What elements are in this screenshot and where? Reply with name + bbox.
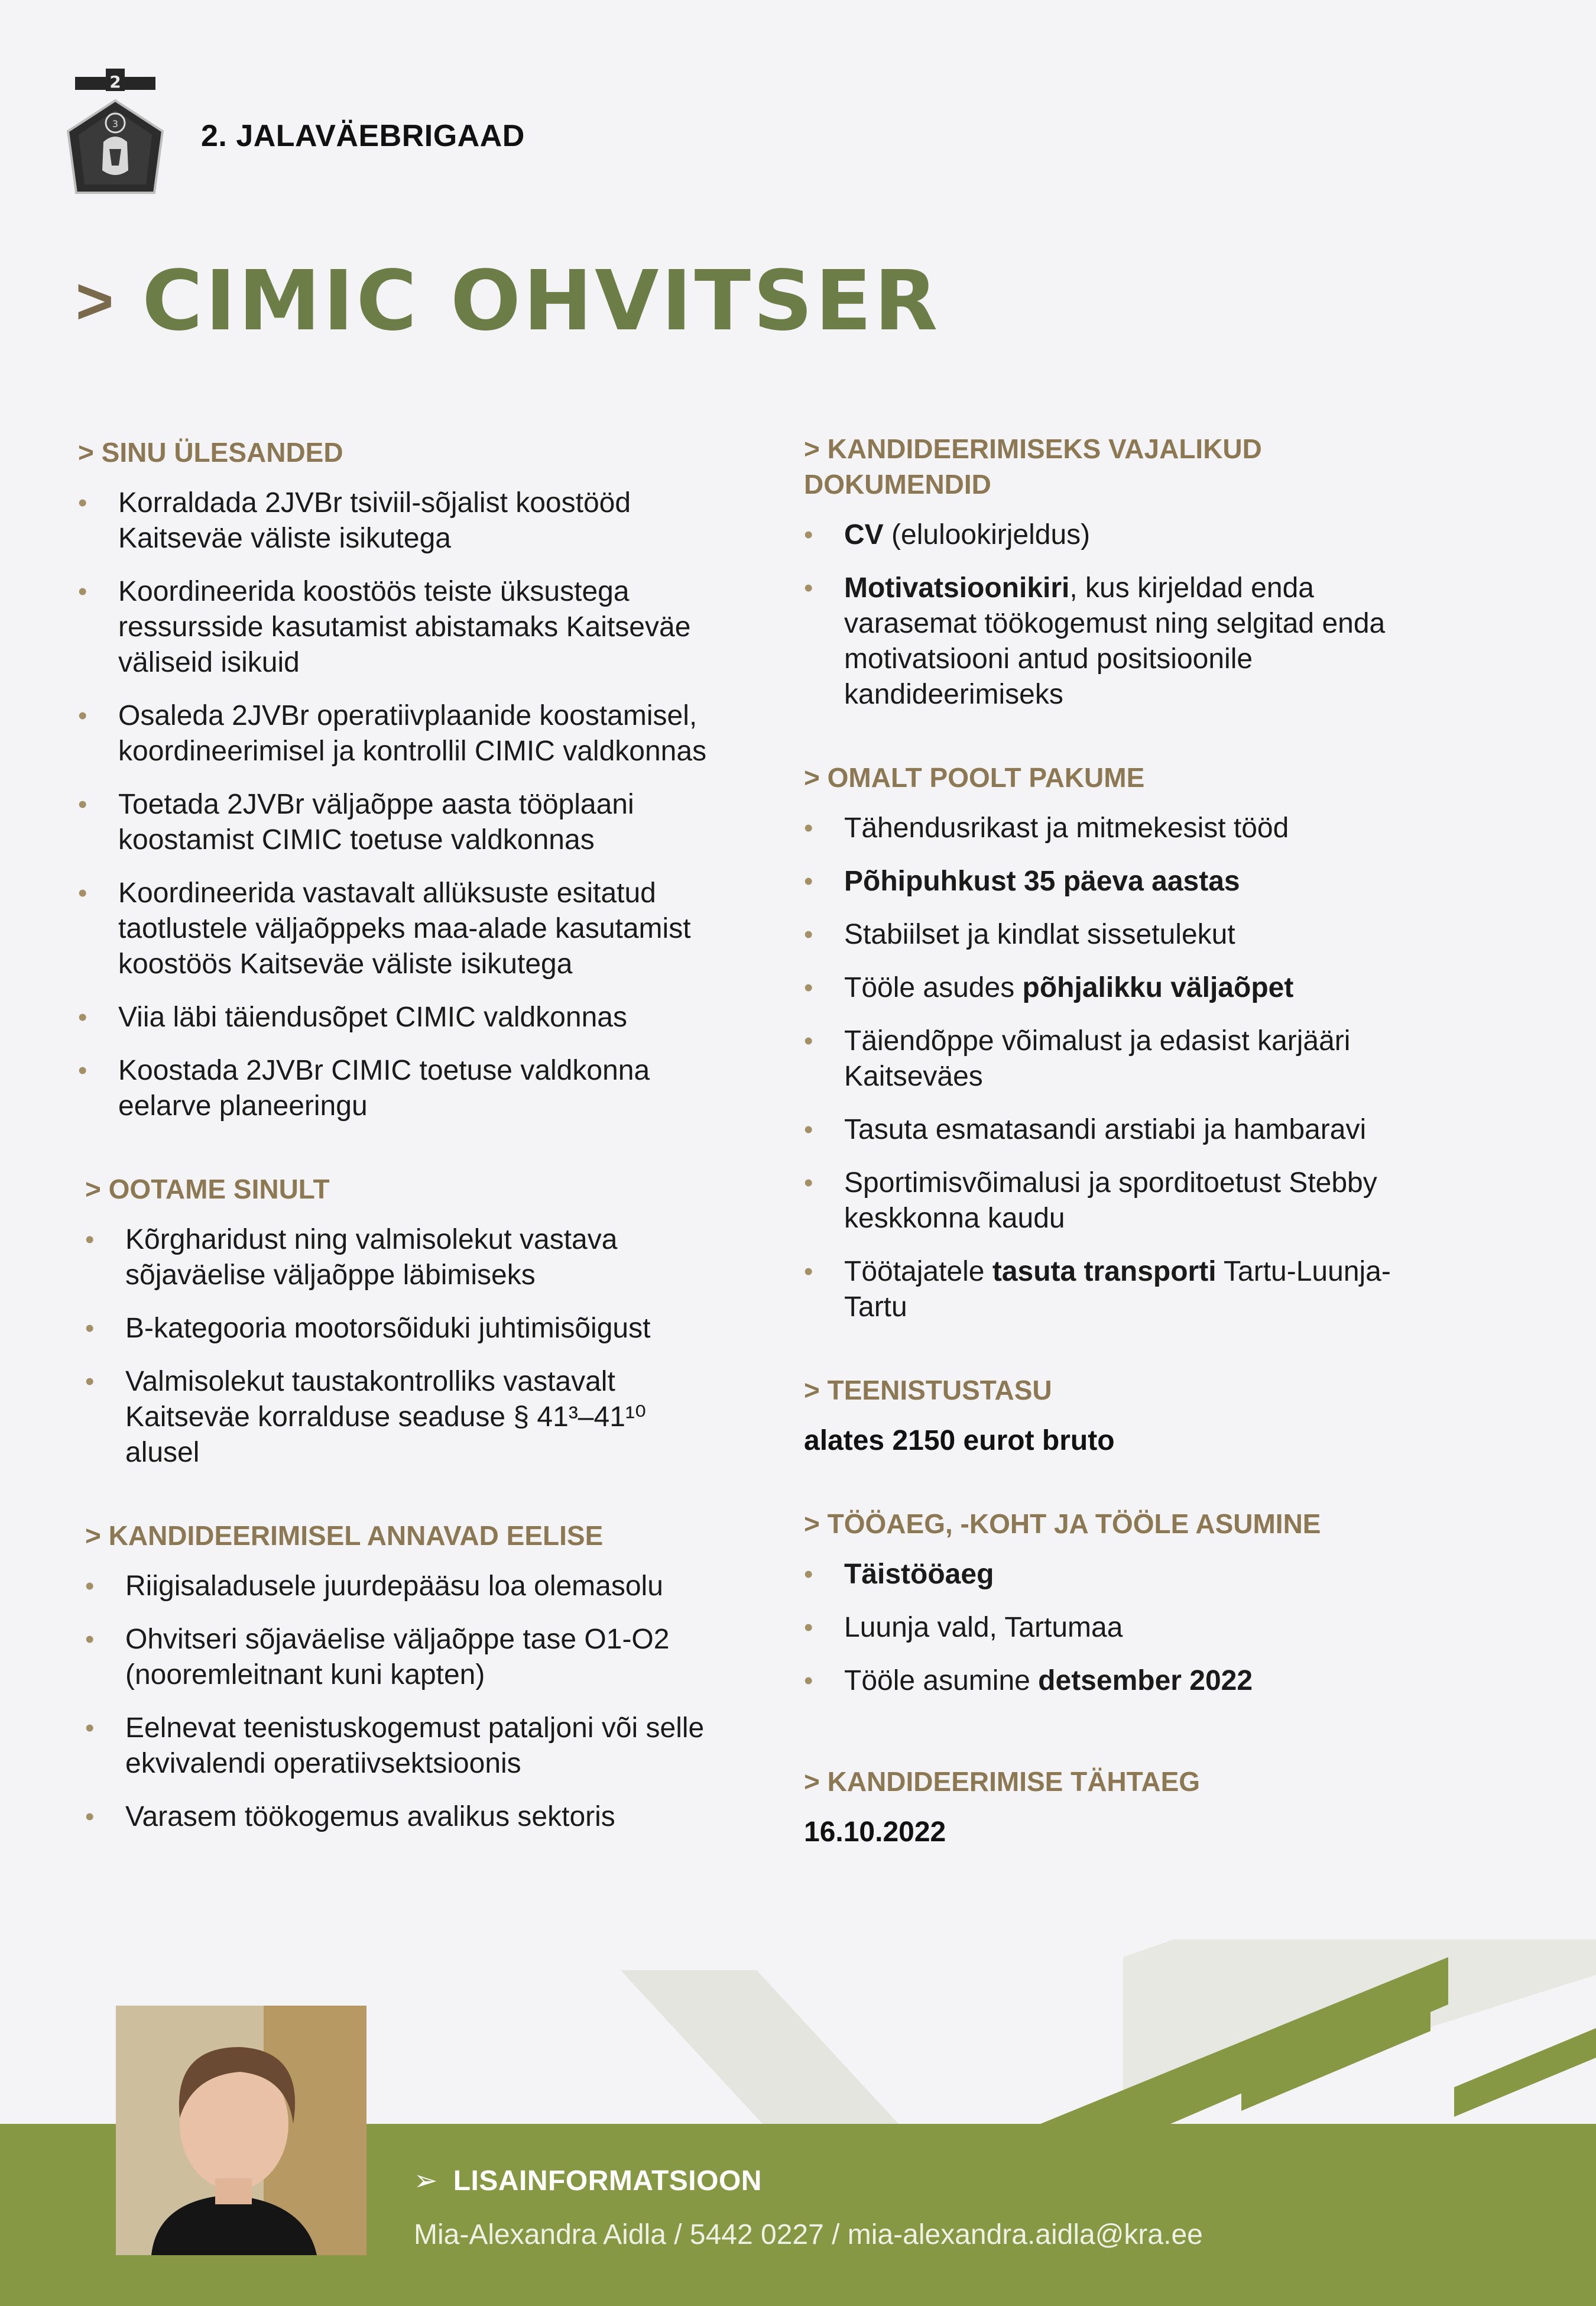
arrow-right-icon: ➢ [414,2165,438,2197]
advantage-section [85,1518,716,1835]
bullet-icon: • [804,1115,813,1144]
worktime-section [804,1506,1442,1699]
list-item: • Täiendõppe võimalust ja edasist karjääri Kaitseväes [804,1024,1442,1094]
tasks-section [78,435,716,1124]
bullet-icon: • [804,814,813,843]
bullet-icon: • [78,1003,87,1032]
salary-heading: > TEENISTUSTASU [804,1375,1052,1405]
bullet-icon: • [85,1367,95,1396]
worktime-list [804,1557,1442,1699]
deadline-section [804,1764,1442,1850]
list-item: • Luunja vald, Tartumaa [804,1610,1442,1646]
contact-person-photo [116,2006,366,2255]
list-item: • Valmisolekut taustakontrolliks vastavalt Kaitseväe korralduse seaduse § 41³–41¹⁰ alusel [85,1364,716,1471]
list-item: • Varasem töökogemus avalikus sektoris [85,1799,716,1835]
list-item: • Osaleda 2JVBr operatiivplaanide koostamisel, koordineerimisel ja kontrollil CIMIC valdkonnas [78,698,716,769]
documents-list [804,517,1442,712]
advantage-list [85,1569,716,1835]
bullet-icon: • [78,701,87,730]
contact-details: Mia-Alexandra Aidla / 5442 0227 / mia-alexandra.aidla@kra.ee [414,2219,1203,2250]
list-item: • Tasuta esmatasandi arstiabi ja hambaravi [804,1112,1442,1148]
list-item: • CV (elulookirjeldus) [804,517,1442,553]
bullet-icon: • [804,867,813,896]
list-item: • Koordineerida koostöös teiste üksustega ressursside kasutamist abistamaks Kaitseväe väliseid isikuid [78,574,716,681]
offer-list [804,811,1442,1325]
left-column [78,435,716,1882]
organization-name: 2. JALAVÄEBRIGAAD [201,119,525,153]
bullet-icon: • [804,920,813,949]
documents-section [804,431,1442,712]
salary-value: alates 2150 eurot bruto [804,1425,1115,1456]
bullet-icon: • [85,1625,95,1654]
list-item: • Täistööaeg [804,1557,1442,1592]
expect-section [85,1171,716,1471]
more-info-label: ➢ LISAINFORMATSIOON [414,2165,762,2197]
deadline-value: 16.10.2022 [804,1816,946,1848]
bullet-icon: • [804,574,813,603]
right-column [804,435,1442,1897]
list-item: • Toetada 2JVBr väljaõppe aasta tööplaani koostamist CIMIC toetuse valdkonnas [78,787,716,858]
list-item: • Tööle asumine detsember 2022 [804,1663,1442,1699]
list-item: • Tööle asudes põhjalikku väljaõpet [804,970,1442,1006]
salary-section [804,1372,1442,1459]
bullet-icon: • [804,1026,813,1055]
title-row [76,253,940,349]
list-item: • Põhipuhkust 35 päeva aastas [804,864,1442,899]
list-item: • Sportimisvõimalusi ja sporditoetust Stebby keskkonna kaudu [804,1165,1442,1236]
documents-heading: > KANDIDEERIMISEKS VAJALIKUD DOKUMENDID [804,433,1262,500]
list-item: • Riigisaladusele juurdepääsu loa olemasolu [85,1569,716,1604]
contact-photo [116,2006,366,2255]
list-item: • Kõrgharidust ning valmisolekut vastava sõjaväelise väljaõppe läbimiseks [85,1222,716,1293]
svg-text:3: 3 [112,118,119,129]
list-item: • Viia läbi täiendusõpet CIMIC valdkonnas [78,1000,716,1035]
list-item: • Korraldada 2JVBr tsiviil-sõjalist koostööd Kaitseväe väliste isikutega [78,485,716,556]
bullet-icon: • [804,973,813,1002]
list-item: • Tähendusrikast ja mitmekesist tööd [804,811,1442,846]
list-item: • Koostada 2JVBr CIMIC toetuse valdkonna eelarve planeeringu [78,1053,716,1124]
offer-section [804,760,1442,1325]
page-title: CIMIC OHVITSER [142,253,940,349]
worktime-heading: > TÖÖAEG, -KOHT JA TÖÖLE ASUMINE [804,1508,1321,1539]
bullet-icon: • [804,1257,813,1286]
bullet-icon: • [78,1056,87,1085]
tasks-heading: > SINU ÜLESANDED [78,437,343,468]
tasks-list [78,485,716,1124]
offer-heading: > OMALT POOLT PAKUME [804,762,1145,793]
svg-text:2: 2 [109,72,121,92]
bullet-icon: • [85,1802,95,1831]
bullet-icon: • [78,879,87,908]
list-item: • Ohvitseri sõjaväelise väljaõppe tase O1-O2 (nooremleitnant kuni kapten) [85,1622,716,1693]
bullet-icon: • [85,1572,95,1601]
bullet-icon: • [85,1314,95,1343]
list-item: • Töötajatele tasuta transporti Tartu-Luunja-Tartu [804,1254,1442,1325]
bullet-icon: • [804,1168,813,1197]
title-marker: > [76,265,114,338]
list-item: • Koordineerida vastavalt allüksuste esitatud taotlustele väljaõppeks maa-alade kasutamist koostöös Kaitseväe väliste isikutega [78,876,716,982]
expect-heading: > OOTAME SINULT [85,1174,330,1204]
bullet-icon: • [804,1666,813,1695]
list-item: • B-kategooria mootorsõiduki juhtimisõigust [85,1311,716,1346]
bullet-icon: • [804,1613,813,1642]
bullet-icon: • [85,1714,95,1743]
list-item: • Motivatsioonikiri, kus kirjeldad enda varasemat töökogemust ning selgitad enda motivatsiooni antud positsioonile kandideerimiseks [804,571,1442,712]
bullet-icon: • [78,488,87,517]
advantage-heading: > KANDIDEERIMISEL ANNAVAD EELISE [85,1520,604,1551]
list-item: • Stabiilset ja kindlat sissetulekut [804,917,1442,953]
bullet-icon: • [78,790,87,819]
bullet-icon: • [804,520,813,549]
bullet-icon: • [804,1560,813,1589]
expect-list [85,1222,716,1471]
deadline-heading: > KANDIDEERIMISE TÄHTAEG [804,1766,1201,1797]
bullet-icon: • [85,1225,95,1254]
brigade-emblem-icon [62,66,168,202]
list-item: • Eelnevat teenistuskogemust pataljoni või selle ekvivalendi operatiivsektsioonis [85,1711,716,1782]
bullet-icon: • [78,577,87,606]
